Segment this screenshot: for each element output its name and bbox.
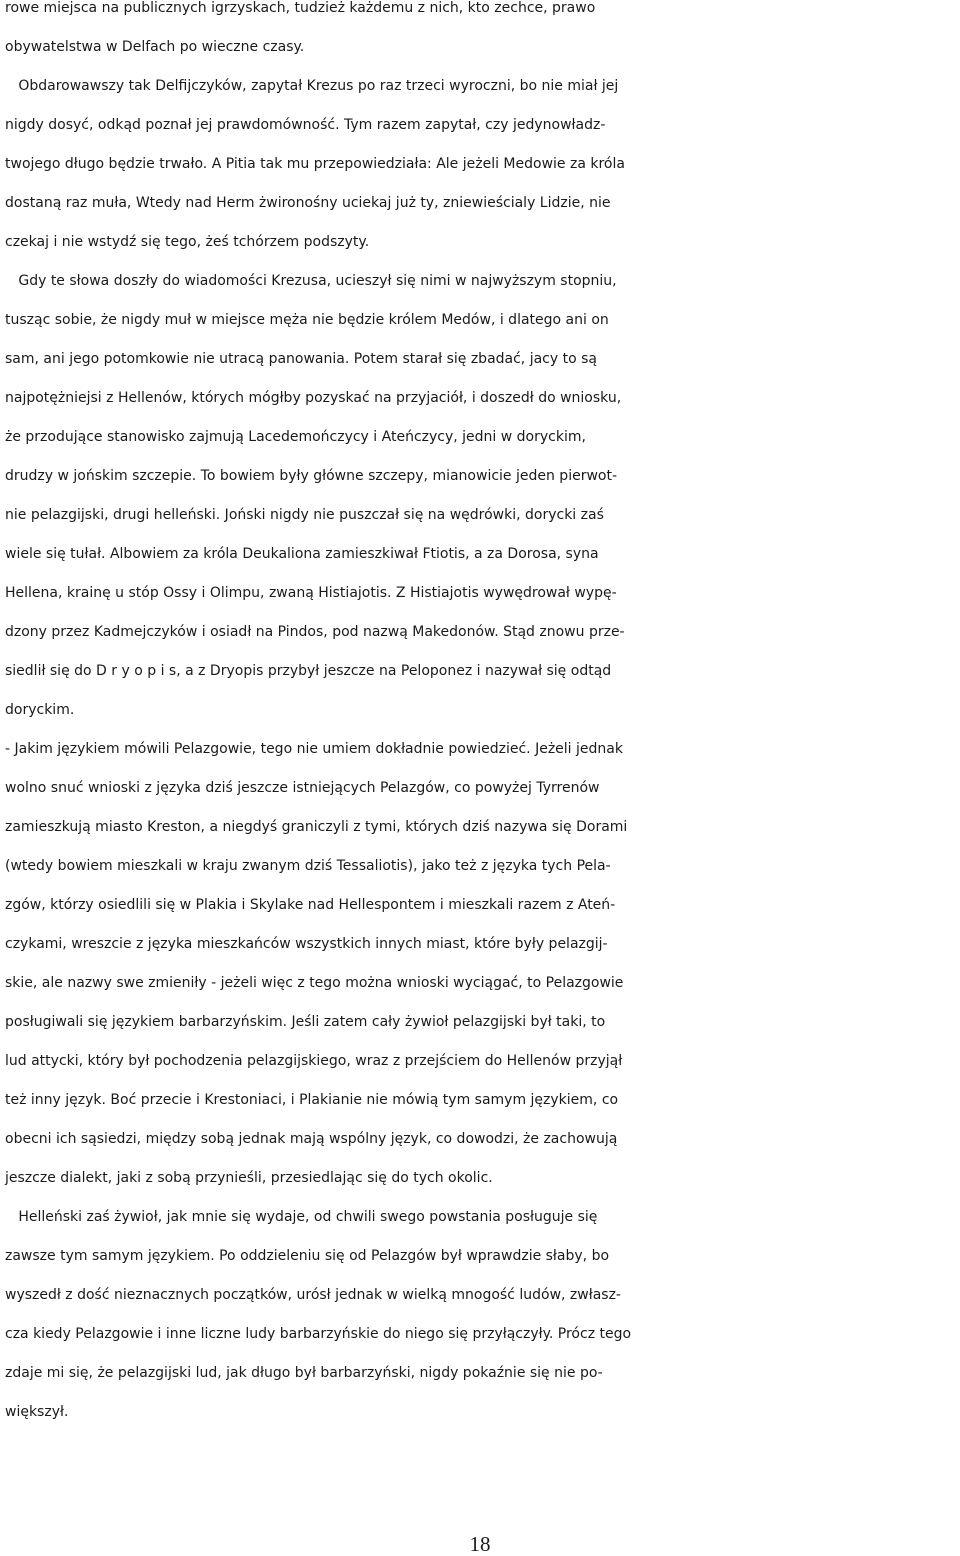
text-line: zawsze tym samym językiem. Po oddzieleniu się od Pelazgów był wprawdzie słaby, bo — [5, 1248, 610, 1264]
text-line: posługiwali się językiem barbarzyńskim. Jeśli zatem cały żywioł pelazgijski był taki, to — [5, 1014, 606, 1030]
text-line: nigdy dosyć, odkąd poznał jej prawdomówność. Tym razem zapytał, czy jedynowładz- — [5, 117, 606, 133]
text-line: czykami, wreszcie z języka mieszkańców wszystkich innych miast, które były pelazgij- — [5, 936, 608, 952]
text-line: doryckim. — [5, 702, 75, 718]
text-line: obecni ich sąsiedzi, między sobą jednak mają wspólny język, co dowodzi, że zachowują — [5, 1131, 618, 1147]
text-line: Obdarowawszy tak Delfijczyków, zapytał Krezus po raz trzeci wyroczni, bo nie miał jej — [5, 78, 619, 94]
text-line: Helleński zaś żywioł, jak mnie się wydaje, od chwili swego powstania posługuje się — [5, 1209, 598, 1225]
text-line: zgów, którzy osiedlili się w Plakia i Skylake nad Hellespontem i mieszkali razem z Ateń- — [5, 897, 616, 913]
text-line: cza kiedy Pelazgowie i inne liczne ludy barbarzyńskie do niego się przyłączyły. Prócz tego — [5, 1326, 632, 1342]
document-page — [5, 0, 957, 1432]
text-line: wiele się tułał. Albowiem za króla Deukaliona zamieszkiwał Ftiotis, a za Dorosa, syna — [5, 546, 599, 562]
text-line: większył. — [5, 1404, 69, 1420]
text-line: wyszedł z dość nieznacznych początków, urósł jednak w wielką mnogość ludów, zwłasz- — [5, 1287, 621, 1303]
text-line: że przodujące stanowisko zajmują Lacedemończycy i Ateńczycy, jedni w doryckim, — [5, 429, 586, 445]
text-line: zamieszkują miasto Kreston, a niegdyś graniczyli z tymi, których dziś nazywa się Dorami — [5, 819, 628, 835]
text-line: jeszcze dialekt, jaki z sobą przynieśli, przesiedlając się do tych okolic. — [5, 1170, 493, 1186]
text-line: drudzy w jońskim szczepie. To bowiem były główne szczepy, mianowicie jeden pierwot- — [5, 468, 618, 484]
text-line: dostaną raz muła, Wtedy nad Herm żwironośny uciekaj już ty, zniewieścialy Lidzie, nie — [5, 195, 611, 211]
text-line: twojego długo będzie trwało. A Pitia tak mu przepowiedziała: Ale jeżeli Medowie za króla — [5, 156, 625, 172]
text-line: najpotężniejsi z Hellenów, których mógłby pozyskać na przyjaciół, i doszedł do wniosku, — [5, 390, 622, 406]
text-line: nie pelazgijski, drugi helleński. Joński nigdy nie puszczał się na wędrówki, dorycki zaś — [5, 507, 604, 523]
text-line: Gdy te słowa doszły do wiadomości Krezusa, ucieszył się nimi w najwyższym stopniu, — [5, 273, 617, 289]
text-line: siedlił się do D r y o p i s, a z Dryopis przybył jeszcze na Peloponez i nazywał się odtąd — [5, 663, 612, 679]
text-line: tusząc sobie, że nigdy muł w miejsce męża nie będzie królem Medów, i dlatego ani on — [5, 312, 609, 328]
text-line: Hellena, krainę u stóp Ossy i Olimpu, zwaną Histiajotis. Z Histiajotis wywędrował wypę- — [5, 585, 617, 601]
text-line: wolno snuć wnioski z języka dziś jeszcze istniejących Pelazgów, co powyżej Tyrrenów — [5, 780, 600, 796]
text-line: sam, ani jego potomkowie nie utracą panowania. Potem starał się zbadać, jacy to są — [5, 351, 597, 367]
page-number: 18 — [469, 1532, 491, 1556]
text-line: rowe miejsca na publicznych igrzyskach, tudzież każdemu z nich, kto zechce, prawo — [5, 0, 596, 16]
text-line: (wtedy bowiem mieszkali w kraju zwanym dziś Tessaliotis), jako też z języka tych Pela- — [5, 858, 611, 874]
text-line: zdaje mi się, że pelazgijski lud, jak długo był barbarzyński, nigdy pokaźnie się nie po- — [5, 1365, 603, 1381]
text-line: obywatelstwa w Delfach po wieczne czasy. — [5, 39, 305, 55]
text-line: skie, ale nazwy swe zmieniły - jeżeli więc z tego można wnioski wyciągać, to Pelazgowie — [5, 975, 624, 991]
text-line: lud attycki, który był pochodzenia pelazgijskiego, wraz z przejściem do Hellenów przyjął — [5, 1053, 623, 1069]
text-line: czekaj i nie wstydź się tego, żeś tchórzem podszyty. — [5, 234, 370, 250]
text-line: dzony przez Kadmejczyków i osiadł na Pindos, pod nazwą Makedonów. Stąd znowu prze- — [5, 624, 625, 640]
text-line: - Jakim językiem mówili Pelazgowie, tego nie umiem dokładnie powiedzieć. Jeżeli jednak — [5, 741, 623, 757]
text-line: też inny język. Boć przecie i Krestoniaci, i Plakianie nie mówią tym samym językiem, co — [5, 1092, 619, 1108]
